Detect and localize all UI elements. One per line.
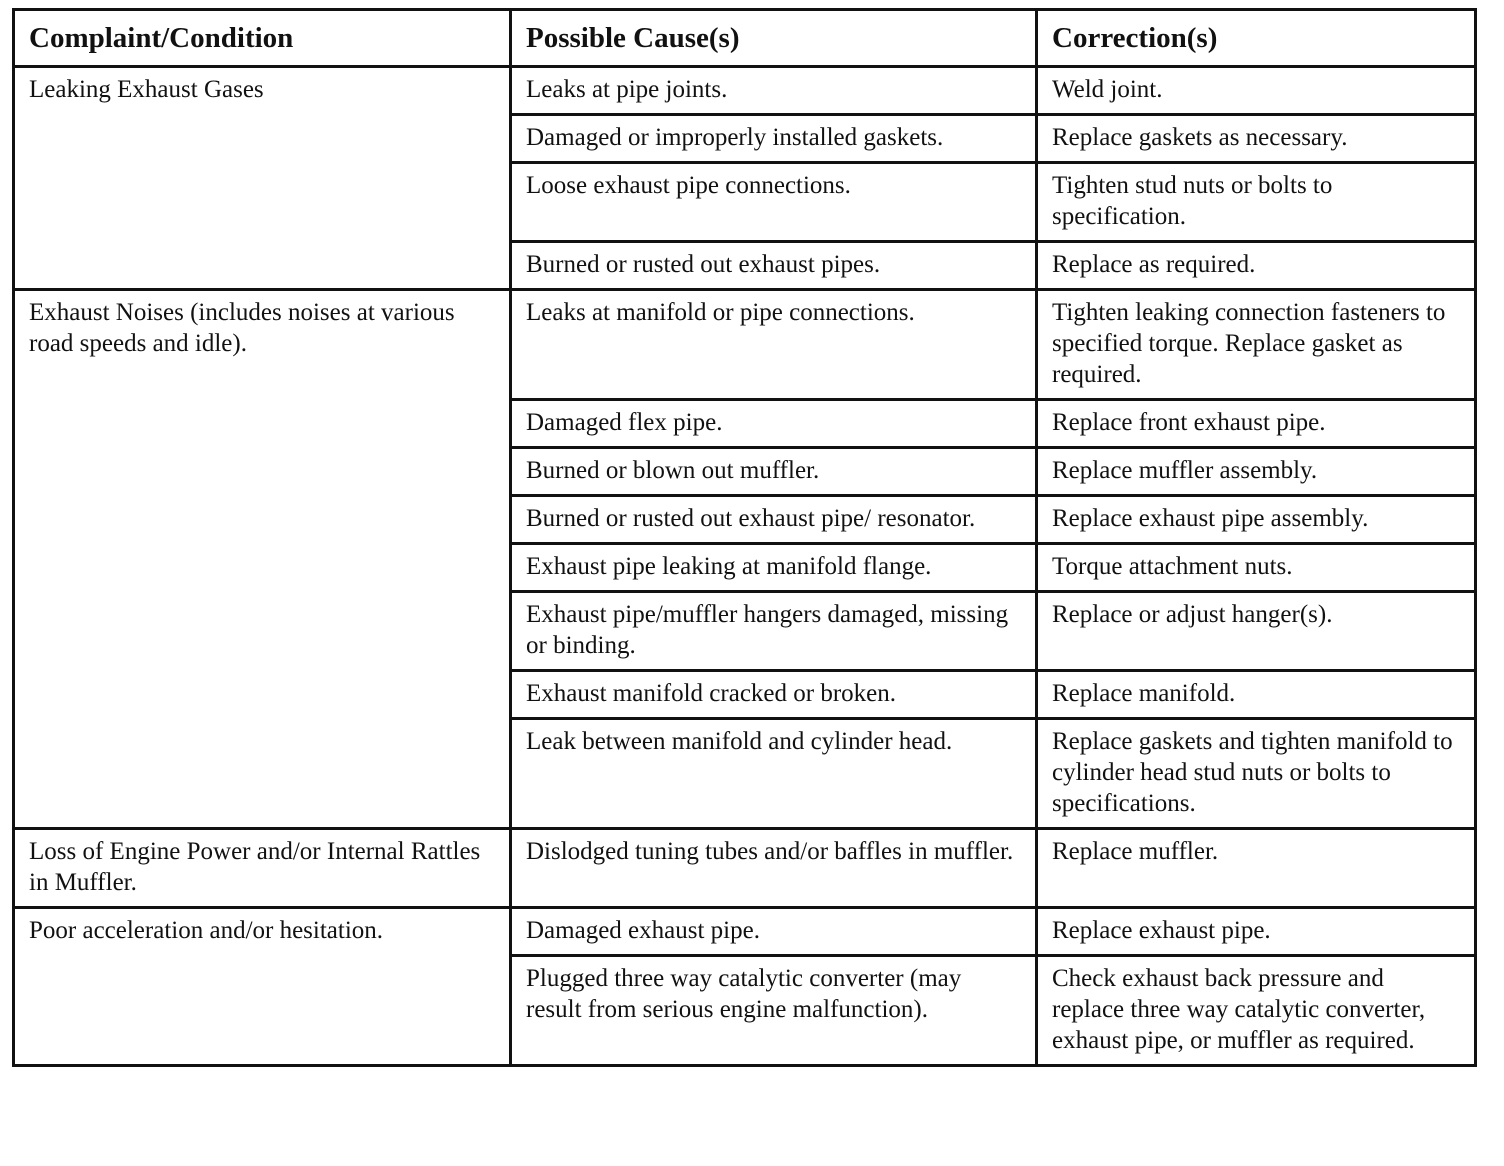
correction-cell: Replace exhaust pipe assembly. [1037,496,1476,544]
correction-cell: Tighten leaking connection fasteners to specified torque. Replace gasket as required. [1037,290,1476,400]
cause-cell: Damaged or improperly installed gaskets. [511,115,1037,163]
cause-cell: Leak between manifold and cylinder head. [511,719,1037,829]
correction-cell: Replace manifold. [1037,671,1476,719]
cause-cell: Burned or rusted out exhaust pipes. [511,242,1037,290]
correction-cell: Weld joint. [1037,67,1476,115]
correction-cell: Torque attachment nuts. [1037,544,1476,592]
cause-cell: Damaged flex pipe. [511,400,1037,448]
correction-cell: Replace or adjust hanger(s). [1037,592,1476,671]
condition-cell: Loss of Engine Power and/or Internal Rattles in Muffler. [14,829,511,908]
table-row [14,67,1476,115]
correction-cell: Tighten stud nuts or bolts to specification. [1037,163,1476,242]
cause-cell: Burned or blown out muffler. [511,448,1037,496]
header-possible-causes: Possible Cause(s) [511,10,1037,67]
cause-cell: Exhaust pipe/muffler hangers damaged, missing or binding. [511,592,1037,671]
cause-cell: Burned or rusted out exhaust pipe/ resonator. [511,496,1037,544]
cause-cell: Leaks at pipe joints. [511,67,1037,115]
diagnosis-table [12,8,1477,1067]
correction-cell: Replace as required. [1037,242,1476,290]
correction-cell: Replace muffler. [1037,829,1476,908]
cause-cell: Plugged three way catalytic converter (may result from serious engine malfunction). [511,956,1037,1066]
correction-cell: Check exhaust back pressure and replace three way catalytic converter, exhaust pipe, or muffler as required. [1037,956,1476,1066]
cause-cell: Loose exhaust pipe connections. [511,163,1037,242]
cause-cell: Exhaust pipe leaking at manifold flange. [511,544,1037,592]
header-corrections: Correction(s) [1037,10,1476,67]
correction-cell: Replace front exhaust pipe. [1037,400,1476,448]
cause-cell: Exhaust manifold cracked or broken. [511,671,1037,719]
correction-cell: Replace exhaust pipe. [1037,908,1476,956]
header-complaint-condition: Complaint/Condition [14,10,511,67]
table-row [14,290,1476,400]
condition-cell: Poor acceleration and/or hesitation. [14,908,511,1066]
correction-cell: Replace gaskets as necessary. [1037,115,1476,163]
condition-cell: Leaking Exhaust Gases [14,67,511,290]
cause-cell: Dislodged tuning tubes and/or baffles in muffler. [511,829,1037,908]
correction-cell: Replace muffler assembly. [1037,448,1476,496]
correction-cell: Replace gaskets and tighten manifold to cylinder head stud nuts or bolts to specifications. [1037,719,1476,829]
condition-cell: Exhaust Noises (includes noises at various road speeds and idle). [14,290,511,829]
table-row [14,908,1476,956]
cause-cell: Damaged exhaust pipe. [511,908,1037,956]
table-row [14,829,1476,908]
cause-cell: Leaks at manifold or pipe connections. [511,290,1037,400]
header-row [14,10,1476,67]
